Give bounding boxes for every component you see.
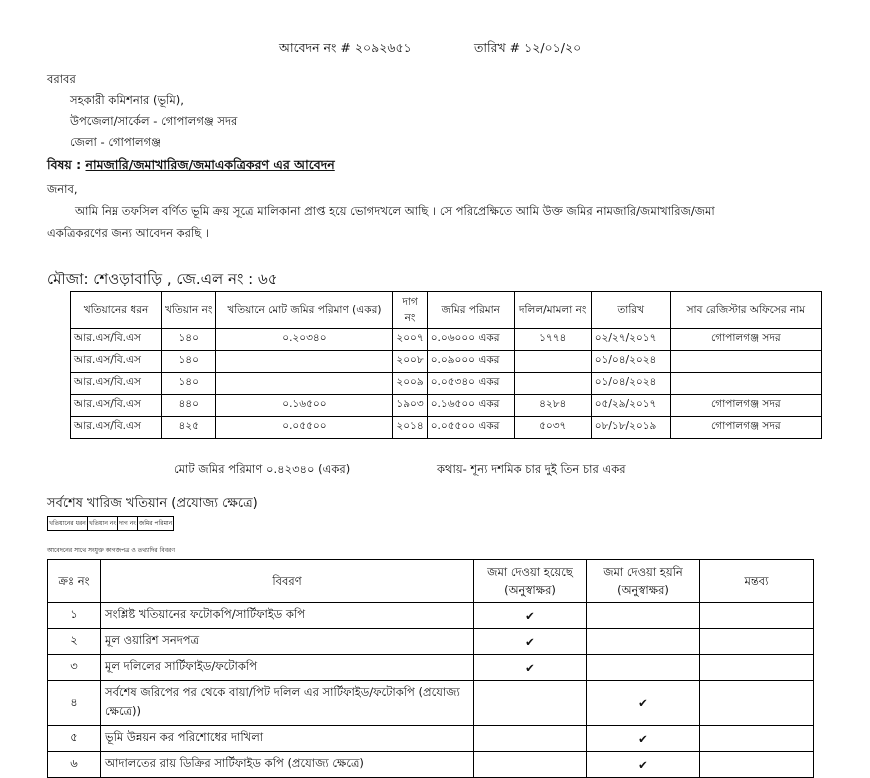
subject-label: বিষয় : [47,157,82,172]
land-schedule-table [70,291,822,439]
total-in-words: কথায়- শূন্য দশমিক চার দুই তিন চার একর [437,462,626,476]
submitted-cell [474,752,587,778]
cell: ৫০৩৭ [514,417,591,439]
cell: খতিয়ানের ধরন [48,517,88,531]
cell: ০.০৫৫০০ [216,417,393,439]
col-sub-registrar: সাব রেজিস্টার অফিসের নাম [670,292,821,329]
description-cell: ভূমি উন্নয়ন কর পরিশোধের দাখিলা [101,726,474,752]
land-table-header-row [71,292,822,329]
addressee-line1: সহকারী কমিশনার (ভূমি), [70,93,184,107]
not-submitted-cell [587,603,700,629]
checkmark-icon: ✔ [525,634,535,649]
table-row [48,726,814,752]
not-submitted-cell [587,681,700,726]
cell: জমির পরিমান [137,517,173,531]
col-land-amount: জমির পরিমান [427,292,514,329]
col-serial: ক্রঃ নং [48,560,101,603]
checkmark-icon: ✔ [525,660,535,675]
table-row [71,329,822,351]
serial-cell: ৬ [48,752,101,778]
col-date: তারিখ [591,292,670,329]
not-submitted-cell [587,726,700,752]
cell: ০.০৫৫০০ একর [427,417,514,439]
cell [514,373,591,395]
submitted-cell [474,603,587,629]
cell: গোপালগঞ্জ সদর [670,395,821,417]
col-total-area: খতিয়ানে মোট জমির পরিমাণ (একর) [216,292,393,329]
last-khatian-heading: সর্বশেষ খারিজ খতিয়ান (প্রযোজ্য ক্ষেত্রে) [47,496,258,511]
serial-cell: ১ [48,603,101,629]
cell: ৪২৫ [162,417,216,439]
col-khatian-type: খতিয়ানের ধরন [71,292,162,329]
cell: ০১/০৪/২০২৪ [591,351,670,373]
description-cell: আদালতের রায় ডিক্রির সার্টিফাইড কপি (প্রযোজ্য ক্ষেত্রে) [101,752,474,778]
submitted-cell [474,726,587,752]
table-row [48,681,814,726]
cell: ০২/২৭/২০১৭ [591,329,670,351]
not-submitted-cell [587,629,700,655]
cell: ০.১৬৫০০ [216,395,393,417]
serial-cell: ৪ [48,681,101,726]
submitted-cell [474,655,587,681]
remarks-cell [700,726,814,752]
application-date: তারিখ # ১২/০১/২০ [474,40,582,55]
remarks-cell [700,629,814,655]
col-not-submitted: জমা দেওয়া হয়নি (অনুস্বাক্ষর) [587,560,700,603]
cell: ৪২৮৪ [514,395,591,417]
serial-cell: ৫ [48,726,101,752]
table-row [48,752,814,778]
col-deed-no: দলিল/মামলা নং [514,292,591,329]
addressee-to: বরাবর [47,72,76,86]
cell: ১৪০ [162,329,216,351]
cell: ০৮/১৮/২০১৯ [591,417,670,439]
remarks-cell [700,752,814,778]
col-dag-no: দাগ নং [393,292,427,329]
cell: আর.এস/বি.এস [71,373,162,395]
serial-cell: ৩ [48,655,101,681]
table-row [71,395,822,417]
cell: ০৫/২৯/২০১৭ [591,395,670,417]
doc-table-header-row [48,560,814,603]
cell [216,351,393,373]
cell [514,351,591,373]
cell: ১৪০ [162,373,216,395]
cell: ০.০৬০০০ একর [427,329,514,351]
table-row [71,351,822,373]
checkmark-icon: ✔ [638,696,648,710]
col-description: বিবরণ [101,560,474,603]
cell: ১৪০ [162,351,216,373]
cell: ০.০৯০০০ একর [427,351,514,373]
cell: দাগ নং [117,517,137,531]
body-line-2: একত্রিকরণের জন্য আবেদন করছি । [47,226,209,240]
not-submitted-cell [587,655,700,681]
table-row [48,603,814,629]
description-cell: মূল ওয়ারিশ সনদপত্র [101,629,474,655]
cell: ২০০৭ [393,329,427,351]
col-submitted: জমা দেওয়া হয়েছে (অনুস্বাক্ষর) [474,560,587,603]
table-row [48,655,814,681]
remarks-cell [700,603,814,629]
table-row [48,629,814,655]
col-remarks: মন্তব্য [700,560,814,603]
cell: আর.এস/বি.এস [71,351,162,373]
cell: ১৯০৩ [393,395,427,417]
cell: ০১/০৪/২০২৪ [591,373,670,395]
cell: আর.এস/বি.এস [71,417,162,439]
application-number: আবেদন নং # ২০৯২৬৫১ [279,40,412,55]
mouza-heading: মৌজা: শেওড়াবাড়ি , জে.এল নং : ৬৫ [47,270,278,288]
doc-table-body [48,603,814,778]
checkmark-icon: ✔ [525,608,535,623]
cell: ০.১৬৫০০ একর [427,395,514,417]
last-khatian-header-row [48,517,174,531]
cell: ০.২০৩৪০ [216,329,393,351]
checkmark-icon: ✔ [638,757,648,772]
cell [670,351,821,373]
body-line-1: আমি নিম্ন তফসিল বর্ণিত ভূমি ক্রয় সূত্রে মালিকানা প্রাপ্ত হয়ে ভোগদখলে আছি । সে পরিপ্রেক্ষিতে আমি উক্ত জমির নামজারি/জমাখারিজ/জমা [75,204,715,218]
addressee-line2: উপজেলা/সার্কেল - গোপালগঞ্জ সদর [70,114,238,128]
cell: গোপালগঞ্জ সদর [670,329,821,351]
cell: গোপালগঞ্জ সদর [670,417,821,439]
cell: আর.এস/বি.এস [71,329,162,351]
cell [670,373,821,395]
attached-docs-caption: আবেদনের সাথে সংযুক্ত কাগজপত্র ও তথ্যাদির বিবরণ [47,547,175,554]
description-cell: সংশ্লিষ্ট খতিয়ানের ফটোকপি/সার্টিফাইড কপি [101,603,474,629]
subject-text: নামজারি/জমাখারিজ/জমাএকত্রিকরণ এর আবেদন [85,157,335,172]
last-khatian-table [47,516,174,531]
subject [47,157,335,177]
serial-cell: ২ [48,629,101,655]
cell: আর.এস/বি.এস [71,395,162,417]
attached-documents-table [47,559,814,778]
description-cell: সর্বশেষ জরিপের পর থেকে বায়া/পিট দলিল এর সার্টিফাইড/ফটোকপি (প্রযোজ্য ক্ষেত্রে)) [101,681,474,726]
total-area: মোট জমির পরিমাণ ০.৪২৩৪০ (একর) [174,462,351,476]
remarks-cell [700,681,814,726]
addressee-line3: জেলা - গোপালগঞ্জ [70,135,161,149]
table-row [71,373,822,395]
table-row [71,417,822,439]
salutation: জনাব, [47,182,78,196]
submitted-cell [474,681,587,726]
cell [216,373,393,395]
cell: খতিয়ান নং [87,517,117,531]
cell: ০.০৫৩৪০ একর [427,373,514,395]
cell: ৪৪০ [162,395,216,417]
col-khatian-no: খতিয়ান নং [162,292,216,329]
submitted-cell [474,629,587,655]
cell: ২০০৯ [393,373,427,395]
not-submitted-cell [587,752,700,778]
cell: ১৭৭৪ [514,329,591,351]
remarks-cell [700,655,814,681]
checkmark-icon: ✔ [638,731,648,746]
description-cell: মূল দলিলের সার্টিফাইড/ফটোকপি [101,655,474,681]
cell: ২০০৮ [393,351,427,373]
cell: ২০১৪ [393,417,427,439]
